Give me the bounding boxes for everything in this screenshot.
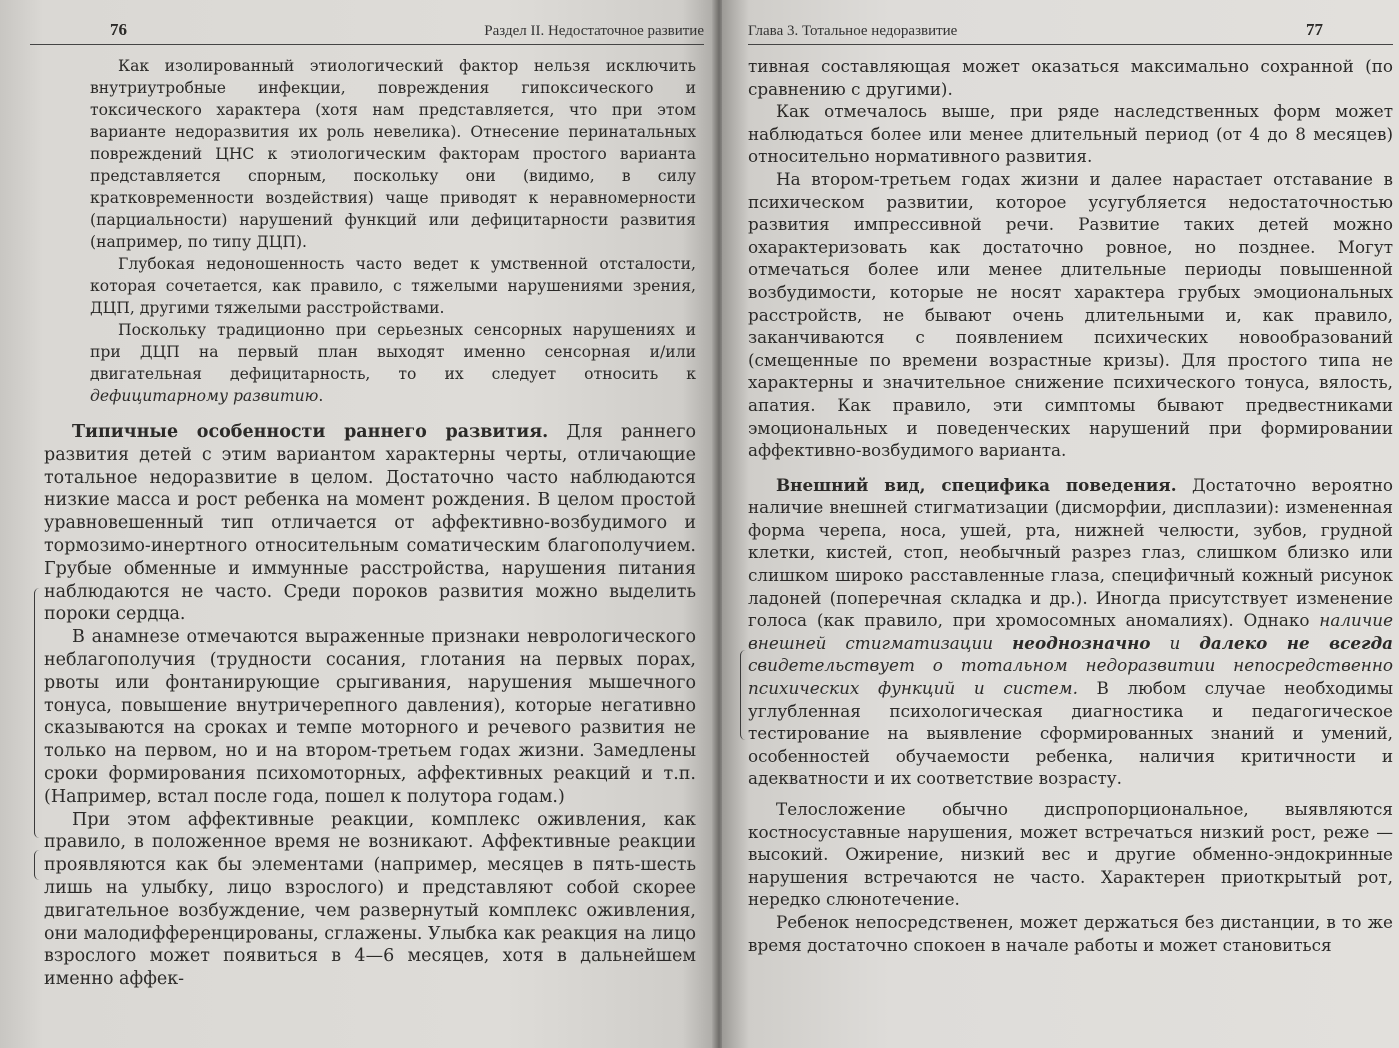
left-intro-paragraph-2: Глубокая недоношенность часто ведет к умственной отсталости, которая сочетается, как правило, с тяжелыми нарушениями зрения, ДЦП, другими тяжелыми расстройствами.	[90, 255, 696, 317]
right-main-block	[748, 474, 1393, 956]
right-page-number: 77	[1306, 20, 1323, 39]
left-intro-block	[30, 55, 704, 407]
right-italic-2: и	[1150, 632, 1200, 653]
right-paragraph-2: Как отмечалось выше, при ряде наследственных форм может наблюдаться более или менее длительный период (от 4 до 8 месяцев) относительно нормативного развития.	[748, 101, 1393, 167]
right-section-title: Внешний вид, специфика поведения.	[776, 474, 1177, 495]
left-main-paragraph-2: При этом аффективные реакции, комплекс оживления, как правило, в положенное время не возникают. Аффективные реакции проявляются как бы элементами (например, месяцев в пять-шесть лишь на улыбку, лицо взрослого) и представляют собой скорее двигательное возбуждение, чем развернутый комплекс оживления, они малодифференцированы, сглажены. Улыбка как реакция на лицо взрослого может появиться в 4—6 месяцев, хотя в дальнейшем именно аффек-	[44, 809, 696, 990]
pencil-mark	[34, 588, 45, 838]
right-bold-italic-1: неоднозначно	[1012, 632, 1151, 653]
left-section-title: Типичные особенности раннего развития.	[72, 422, 549, 442]
right-header-title: Глава 3. Тотальное недоразвитие	[748, 23, 958, 39]
right-italic-1: наличие внешней стигматизации	[748, 610, 1393, 653]
left-running-head	[30, 20, 704, 45]
right-bold-italic-2: далеко не всегда	[1199, 632, 1393, 653]
right-section-paragraph	[748, 474, 1393, 790]
right-italic-3: свидетельствует о тотальном недоразвитии непосредственно психических функций и систем.	[748, 655, 1393, 699]
right-paragraph-1: тивная составляющая может оказаться максимально сохранной (по сравнению с другими).	[748, 56, 1393, 99]
right-bottom-paragraph-1: Телосложение обычно диспропорциональное, выявляются костносуставные нарушения, может встречаться низкий рост, реже — высокий. Ожирение, низкий вес и другие обменно-эндокринные нарушения встречаются не часто. Характерен приоткрытый рот, нередко слюнотечение.	[748, 799, 1393, 910]
left-intro-paragraph-3	[90, 319, 696, 407]
left-intro-paragraph-1: Как изолированный этиологический фактор нельзя исключить внутриутробные инфекции, повреждения гипоксического и токсического характера (хотя нам представляется, что при этом варианте недоразвития их роль невелика). Отнесение перинатальных повреждений ЦНС к этиологическим факторам простого варианта представляется спорным, поскольку они (видимо, в силу кратковременности воздействия) чаще приводят к неравномерности (парциальности) нарушений функций или дефицитарности развития (например, по типу ДЦП).	[90, 57, 696, 251]
right-section-text-after: В любом случае необходимы углубленная психологическая диагностика и педагогическое тестирование на выявление сформированных знаний и умений, особенностей обучаемости ребенка, наличия критичности и адекватности и их соответствие возрасту.	[748, 678, 1393, 789]
intro-last-after: .	[318, 387, 324, 405]
left-main-paragraph-1: В анамнезе отмечаются выраженные признаки неврологического неблагополучия (трудности сосания, глотания на первых порах, рвоты или фонтанирующие срыгивания, нарушения мышечного тонуса, повышение внутричерепного давления), которые негативно сказываются на сроках и темпе моторного и речевого развития не только на первом, но и на втором-третьем годах жизни. Замедлены сроки формирования психомоторных, аффективных реакций и т.п. (Например, встал после года, пошел к полутора годам.)	[44, 627, 696, 807]
right-bottom-paragraph-2: Ребенок непосредственен, может держаться без дистанции, в то же время достаточно спокоен в начале работы и может становиться	[748, 911, 1393, 955]
left-header-title: Раздел II. Недостаточное развитие	[484, 23, 704, 39]
left-section-paragraph	[44, 421, 696, 626]
intro-last-before: Поскольку традиционно при серьезных сенсорных нарушениях и при ДЦП на первый план выходят именно сенсорная и/или двигательная дефицитарность, то их следует относить к	[90, 321, 696, 383]
right-section-text: Достаточно вероятно наличие внешней стигматизации (дисморфии, дисплазии): измененная форма черепа, носа, ушей, рта, нижней челюсти, зубов, грудной клетки, кистей, стоп, необычный разрез глаз, слишком близко или слишком широко расставленные глаза, специфичный кожный рисунок ладоней (поперечная складка и др.). Иногда присутствует изменение голоса (как правило, при хромосомных аномалиях). Однако	[748, 474, 1393, 631]
right-running-head	[748, 20, 1393, 45]
right-top-block	[748, 55, 1393, 462]
intro-last-italic: дефицитарному развитию	[90, 387, 319, 405]
right-paragraph-3: На втором-третьем годах жизни и далее нарастает отставание в психическом развитии, которое усугубляется недостаточностью развития импрессивной речи. Развитие таких детей можно охарактеризовать как достаточно ровное, но позднее. Могут отмечаться более или менее длительные периоды повышенной возбудимости, которые не носят характера грубых эмоциональных расстройств, не бывают очень длительными и, как правило, заканчиваются с появлением психических новообразований (смещенные по времени возрастные кризы). Для простого типа не характерны и значительное снижение психического тонуса, вялость, апатия. Как правило, эти симптомы бывают предвестниками эмоциональных и поведенческих нарушений при формировании аффективно-возбудимого варианта.	[748, 168, 1393, 461]
left-main-block	[30, 421, 704, 991]
pencil-mark	[740, 650, 751, 740]
pencil-mark	[34, 850, 45, 880]
right-page	[722, 0, 1399, 1048]
left-section-text: Для раннего развития детей с этим вариантом характерны черты, отличающие тотальное недоразвитие в целом. Достаточно часто наблюдаются низкие масса и рост ребенка на момент рождения. В целом простой уравновешенный тип отличается от аффективно-возбудимого и тормозимо-инертного относительным соматическим благополучием. Грубые обменные и иммунные расстройства, нарушения питания наблюдаются не часто. Среди пороков развития можно выделить пороки сердца.	[44, 422, 696, 625]
left-page-number: 76	[110, 20, 127, 39]
